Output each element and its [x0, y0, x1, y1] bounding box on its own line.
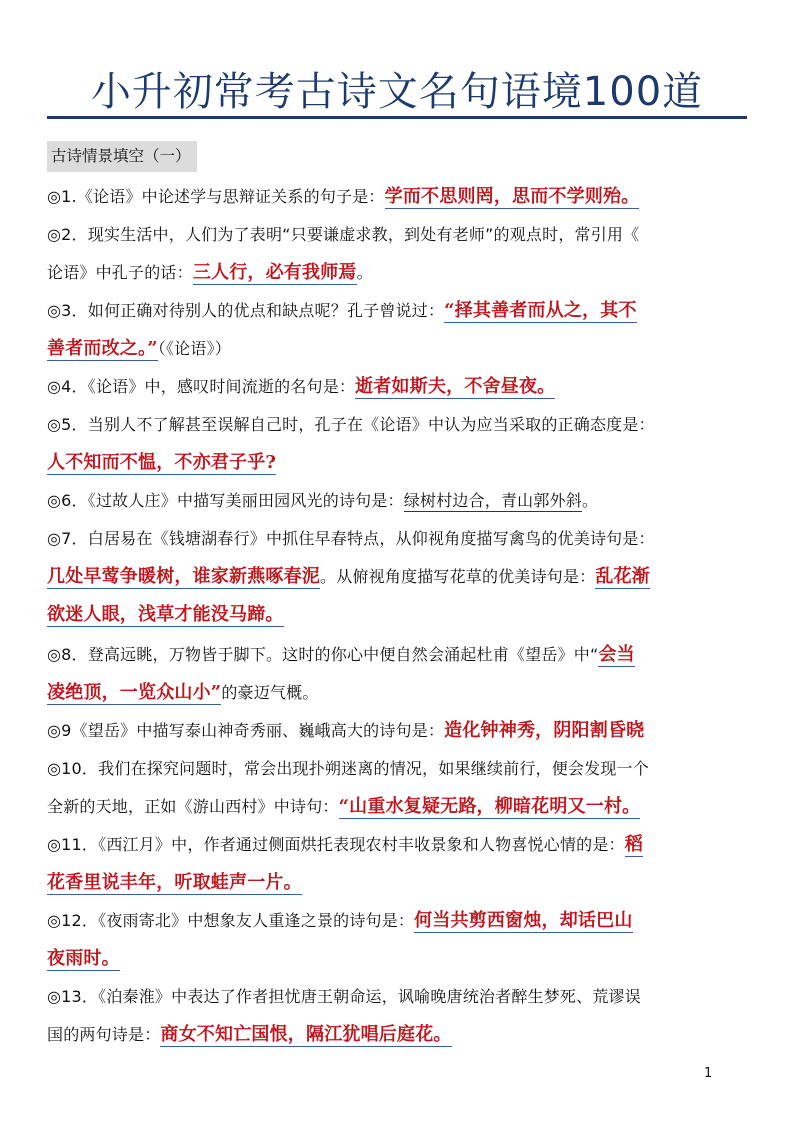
question-7 — [47, 520, 747, 634]
answer-text: 绿树村边合，青山郭外斜 — [403, 491, 582, 510]
question-tail: 。 — [581, 491, 599, 510]
question-text: 国的两句诗是： — [47, 1025, 161, 1044]
question-8 — [47, 636, 747, 712]
question-3 — [47, 292, 747, 368]
question-text: ◎7．白居易在《钱塘湖春行》中抓住早春特点，从仰视角度描写禽鸟的优美诗句是： — [47, 529, 655, 548]
answer-text: 几处早莺争暖树，谁家新燕啄春泥 — [47, 566, 320, 587]
answer-text: “山重水复疑无路，柳暗花明又一村。 — [338, 796, 641, 817]
question-5 — [47, 406, 747, 482]
question-text: ◎1.《论语》中论述学与思辩证关系的句子是： — [47, 187, 385, 206]
question-tail: 的豪迈气概。 — [221, 683, 319, 702]
question-13 — [47, 978, 747, 1054]
question-text: ◎10．我们在探究问题时，常会出现扑朔迷离的情况，如果继续前行，便会发现一个 — [47, 759, 649, 778]
answer-text: 商女不知亡国恨，隔江犹唱后庭花。 — [160, 1024, 452, 1045]
question-text: ◎5．当别人不了解甚至误解自己时，孔子在《论语》中认为应当采取的正确态度是： — [47, 415, 655, 434]
question-6 — [47, 482, 747, 520]
title-underline — [47, 116, 747, 119]
answer-text: 学而不思则罔，思而不学则殆。 — [384, 186, 640, 207]
question-text: ◎11．《西江月》中，作者通过侧面烘托表现农村丰收景象和人物喜悦心情的是： — [47, 835, 625, 854]
question-text: ◎9《望岳》中描写泰山神奇秀丽、巍峨高大的诗句是： — [47, 721, 445, 740]
question-2 — [47, 216, 747, 292]
answer-text: 乱花渐 — [595, 566, 651, 587]
page-title: 小升初常考古诗文名句语境100道 — [90, 69, 704, 115]
answer-text: 会当 — [598, 644, 635, 665]
question-text: ◎13．《泊秦淮》中表达了作者担忧唐王朝命运，讽喻晚唐统治者醉生梦死、荒谬误 — [47, 987, 641, 1006]
answer-text: 欲迷人眼，浅草才能没马蹄。 — [47, 604, 284, 625]
question-1 — [47, 178, 747, 216]
answer-text: 三人行，必有我师焉 — [192, 262, 357, 283]
answer-text: 凌绝顶，一览众山小” — [47, 682, 222, 703]
question-text: ◎4．《论语》中，感叹时间流逝的名句是： — [47, 377, 356, 396]
answer-text: 人不知而不愠，不亦君子乎? — [47, 452, 277, 473]
answer-text: 何当共剪西窗烛，却话巴山 — [414, 910, 633, 931]
page-number: 1 — [704, 1066, 713, 1081]
question-9 — [47, 712, 747, 750]
question-11 — [47, 826, 747, 902]
question-text: ◎12．《夜雨寄北》中想象友人重逢之景的诗句是： — [47, 911, 415, 930]
question-text: 论语》中孔子的话： — [47, 263, 193, 282]
question-text: ◎2．现实生活中，人们为了表明“只要谦虚求教，到处有老师”的观点时，常引用《 — [47, 225, 640, 244]
answer-text: 稻 — [624, 834, 643, 855]
question-text: 全新的天地，正如《游山西村》中诗句： — [47, 797, 339, 816]
question-text: ◎8．登高远眺，万物皆于脚下。这时的你心中便自然会涌起杜甫《望岳》中“ — [47, 645, 599, 664]
question-text: ◎3．如何正确对待别人的优点和缺点呢？孔子曾说过： — [47, 301, 445, 320]
question-12 — [47, 902, 747, 978]
answer-text: 夜雨时。 — [47, 948, 120, 969]
answer-text: “择其善者而从之，其不 — [444, 300, 637, 321]
question-text: ◎6．《过故人庄》中描写美丽田园风光的诗句是： — [47, 491, 404, 510]
answer-text: 善者而改之。” — [47, 338, 158, 359]
question-10 — [47, 750, 747, 826]
question-tail: （《论语》） — [157, 339, 231, 358]
question-tail: 。 — [356, 263, 373, 282]
section-heading: 古诗情景填空（一） — [47, 141, 197, 172]
answer-text: 花香里说丰年，听取蛙声一片。 — [47, 872, 302, 893]
answer-text: 逝者如斯夫，不舍昼夜。 — [355, 376, 556, 397]
question-4 — [47, 368, 747, 406]
answer-text: 造化钟神秀，阴阳割昏晓 — [444, 720, 645, 741]
question-text: 。从俯视角度描写花草的优美诗句是： — [320, 567, 596, 586]
